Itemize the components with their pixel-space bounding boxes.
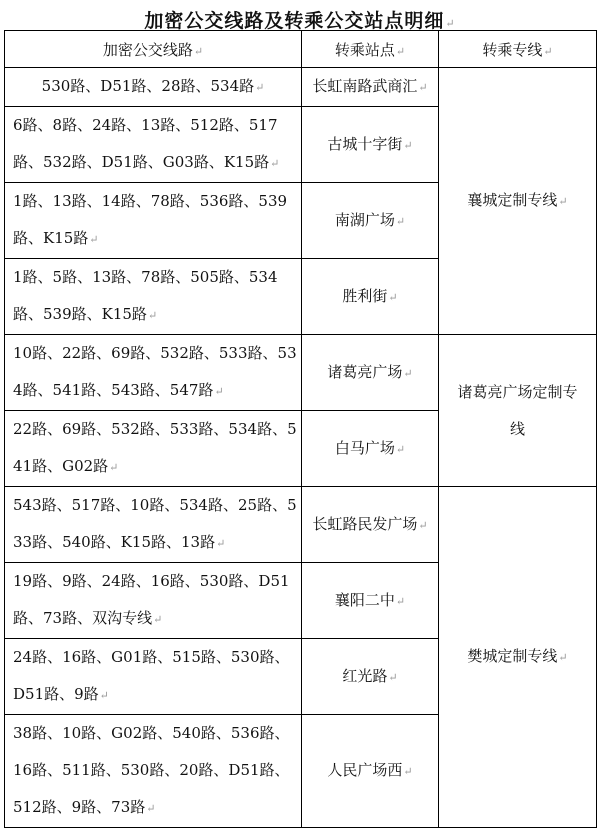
station-cell: 南湖广场↵: [302, 183, 439, 259]
station-cell: 古城十字街↵: [302, 107, 439, 183]
routes-cell: 1路、13路、14路、78路、536路、539路、K15路↵: [5, 183, 302, 259]
header-line: 转乘专线↵: [439, 31, 597, 68]
station-cell: 诸葛亮广场↵: [302, 335, 439, 411]
table-row: [5, 68, 597, 107]
routes-cell: 22路、69路、532路、533路、534路、541路、G02路↵: [5, 411, 302, 487]
station-cell: 胜利街↵: [302, 259, 439, 335]
routes-cell: 530路、D51路、28路、534路↵: [5, 68, 302, 107]
header-routes: 加密公交线路↵: [5, 31, 302, 68]
routes-cell: 10路、22路、69路、532路、533路、534路、541路、543路、547路↵: [5, 335, 302, 411]
routes-cell: 38路、10路、G02路、540路、536路、16路、511路、530路、20路、D51路、512路、9路、73路↵: [5, 715, 302, 828]
station-cell: 长虹路民发广场↵: [302, 487, 439, 563]
line-cell-zhugeliang: 诸葛亮广场定制专线: [439, 335, 597, 487]
page-title: [0, 6, 600, 33]
paragraph-mark-icon: ↵: [445, 17, 456, 30]
table-header-row: [5, 31, 597, 68]
routes-cell: 24路、16路、G01路、515路、530路、D51路、9路↵: [5, 639, 302, 715]
page-title-text: 加密公交线路及转乘公交站点明细: [144, 10, 445, 32]
station-cell: 白马广场↵: [302, 411, 439, 487]
table-row: [5, 487, 597, 563]
transfer-table: [4, 30, 597, 828]
station-cell: 红光路↵: [302, 639, 439, 715]
station-cell: 人民广场西↵: [302, 715, 439, 828]
line-cell-xiangcheng: 襄城定制专线↵: [439, 68, 597, 335]
routes-cell: 543路、517路、10路、534路、25路、533路、540路、K15路、13路↵: [5, 487, 302, 563]
routes-cell: 1路、5路、13路、78路、505路、534路、539路、K15路↵: [5, 259, 302, 335]
line-cell-fancheng: 樊城定制专线↵: [439, 487, 597, 828]
station-cell: 长虹南路武商汇↵: [302, 68, 439, 107]
header-station: 转乘站点↵: [302, 31, 439, 68]
table-row: [5, 335, 597, 411]
routes-cell: 19路、9路、24路、16路、530路、D51路、73路、双沟专线↵: [5, 563, 302, 639]
routes-cell: 6路、8路、24路、13路、512路、517路、532路、D51路、G03路、K15路↵: [5, 107, 302, 183]
station-cell: 襄阳二中↵: [302, 563, 439, 639]
